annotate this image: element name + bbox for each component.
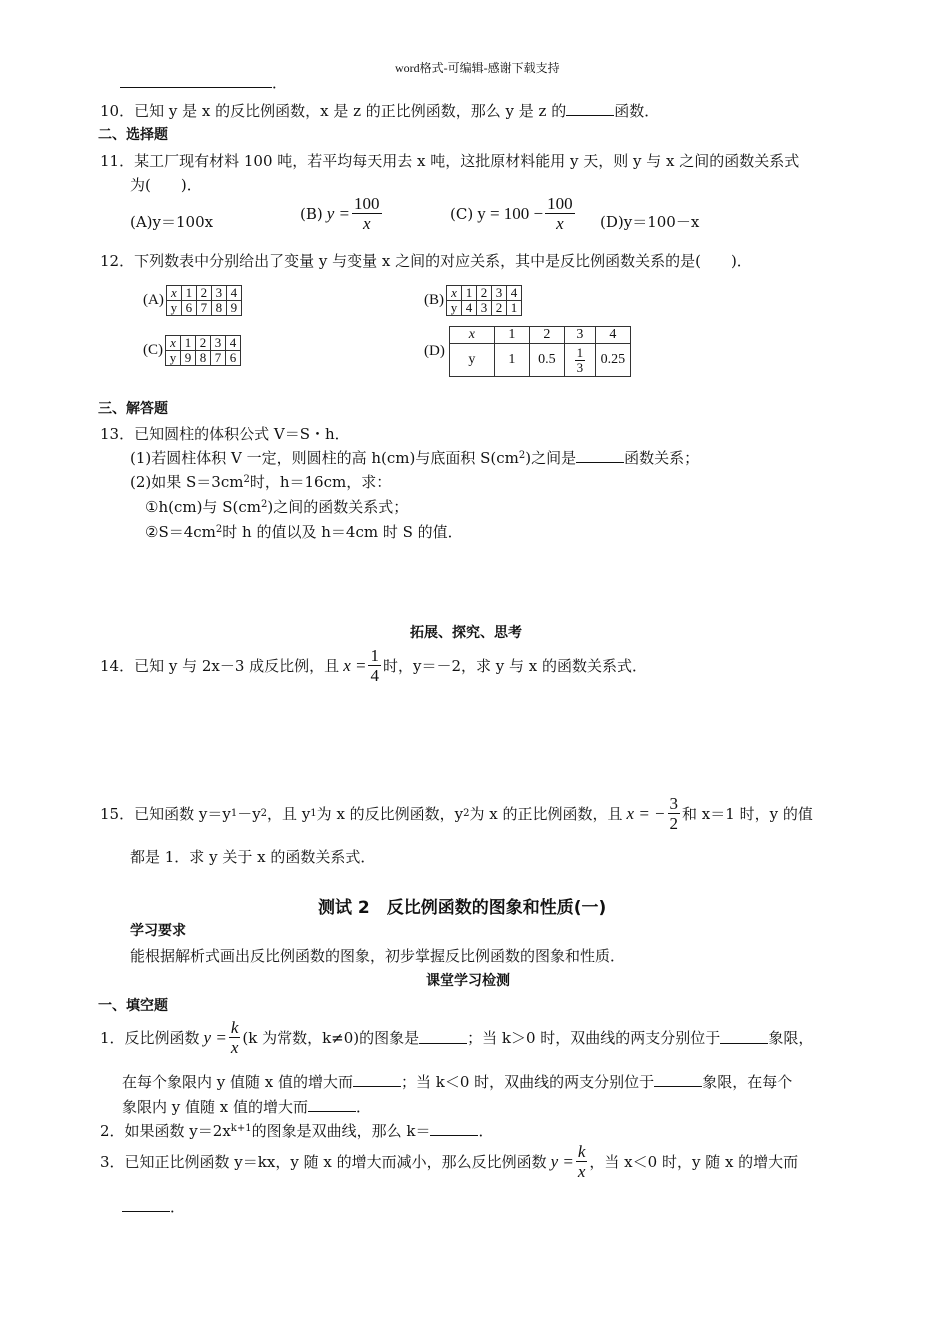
fill-question-1: 1．反比例函数 y = $\frac{k}{x}$ (k 为常数，k≠0)的图象是 ；当 k＞0 时，双曲线的两支分别位于 象限， (100, 1018, 814, 1057)
option-11-b: (B) y = $\frac{100}{x}$ (300, 194, 380, 233)
fill-question-3: 3．已知正比例函数 y＝kx，y 随 x 的增大而减小，那么反比例函数 y = $\frac{k}{x}$ ，当 x＜0 时，y 随 x 的增大而 (100, 1142, 799, 1181)
question-13-sub-2: $②S=4cm^2$时 h 的值以及 h＝4cm 时 S 的值． (145, 523, 463, 541)
table-option-a: (A) x 1 2 3 4 y 6 7 8 9 (143, 285, 242, 316)
fill-question-3-line-2: ． (122, 1196, 185, 1217)
question-14: 14．已知 y 与 2x－3 成反比例，且 x = $\frac{1}{4}$ 时，y＝－2，求 y 与 x 的函数关系式． (100, 646, 647, 685)
requirements-text: 能根据解析式画出反比例函数的图象，初步掌握反比例函数的图象和性质． (130, 947, 626, 965)
question-15-cont: 都是 1．求 y 关于 x 的函数关系式． (130, 848, 376, 866)
question-11-cont: 为( )． (130, 176, 202, 194)
question-15: 15．已知函数 y＝y 1 －y 2 ，且 y 1 为 x 的反比例函数，y 2 为 x 的正比例函数，且 x = − $\frac{3}{2}$ 和 x＝1 时，y 的值 (100, 794, 813, 833)
fill-question-2: 2．如果函数 $y=2x^{k+1}$的图象是双曲线，那么 k＝ ． (100, 1122, 494, 1140)
top-answer-line: ． (120, 72, 287, 93)
option-11-c: (C) y = 100 − $\frac{100}{x}$ (450, 194, 573, 233)
section-choice-title: 二、选择题 (98, 127, 168, 143)
question-13-sub-1: ①h(cm)与 $S(cm^2)$之间的函数关系式； (145, 498, 409, 516)
requirements-title: 学习要求 (130, 923, 186, 939)
fill-question-1-line-2: 在每个象限内 y 值随 x 值的增大而 ；当 k＜0 时，双曲线的两支分别位于 象限，在每个 (122, 1073, 793, 1091)
question-11: 11．某工厂现有材料 100 吨，若平均每天用去 x 吨，这批原材料能用 y 天，则 y 与 x 之间的函数关系式 (100, 152, 800, 170)
fill-question-1-line-3: 象限内 y 值随 x 值的增大而 ． (122, 1098, 372, 1116)
question-13-part-2: (2)如果 $S=3cm^2$时，h＝16cm，求： (130, 473, 392, 491)
option-11-d: (D)y＝100－x (600, 213, 700, 231)
question-13: 13．已知圆柱的体积公式 V＝S・h． (100, 425, 350, 443)
option-11-a: (A)y＝100x (130, 213, 214, 231)
test-title: 测试 2 反比例函数的图象和性质(一) (318, 898, 607, 918)
table-option-d: (D) x 1 2 3 4 y 1 0.5 $\frac{1}{3}$ 0.25 (424, 326, 631, 377)
table-option-c: (C) x 1 2 3 4 y 9 8 7 6 (143, 335, 241, 366)
page-header: word格式-可编辑-感谢下载支持 (395, 61, 560, 75)
section-fill-title: 一、填空题 (98, 998, 168, 1014)
class-test-title: 课堂学习检测 (426, 973, 510, 989)
table-option-b: (B) x 1 2 3 4 y 4 3 2 1 (424, 285, 522, 316)
question-13-part-1: (1)若圆柱体积 V 一定，则圆柱的高 h(cm)与底面积 $S(cm^2)$之间是 函数关系； (130, 449, 700, 467)
section-answer-title: 三、解答题 (98, 401, 168, 417)
extension-title: 拓展、探究、思考 (410, 625, 522, 641)
question-10: 10．已知 y 是 x 的反比例函数，x 是 z 的正比例函数，那么 y 是 z 的 函数． (100, 102, 660, 120)
question-12: 12．下列数表中分别给出了变量 y 与变量 x 之间的对应关系，其中是反比例函数关系的是( )． (100, 252, 752, 270)
